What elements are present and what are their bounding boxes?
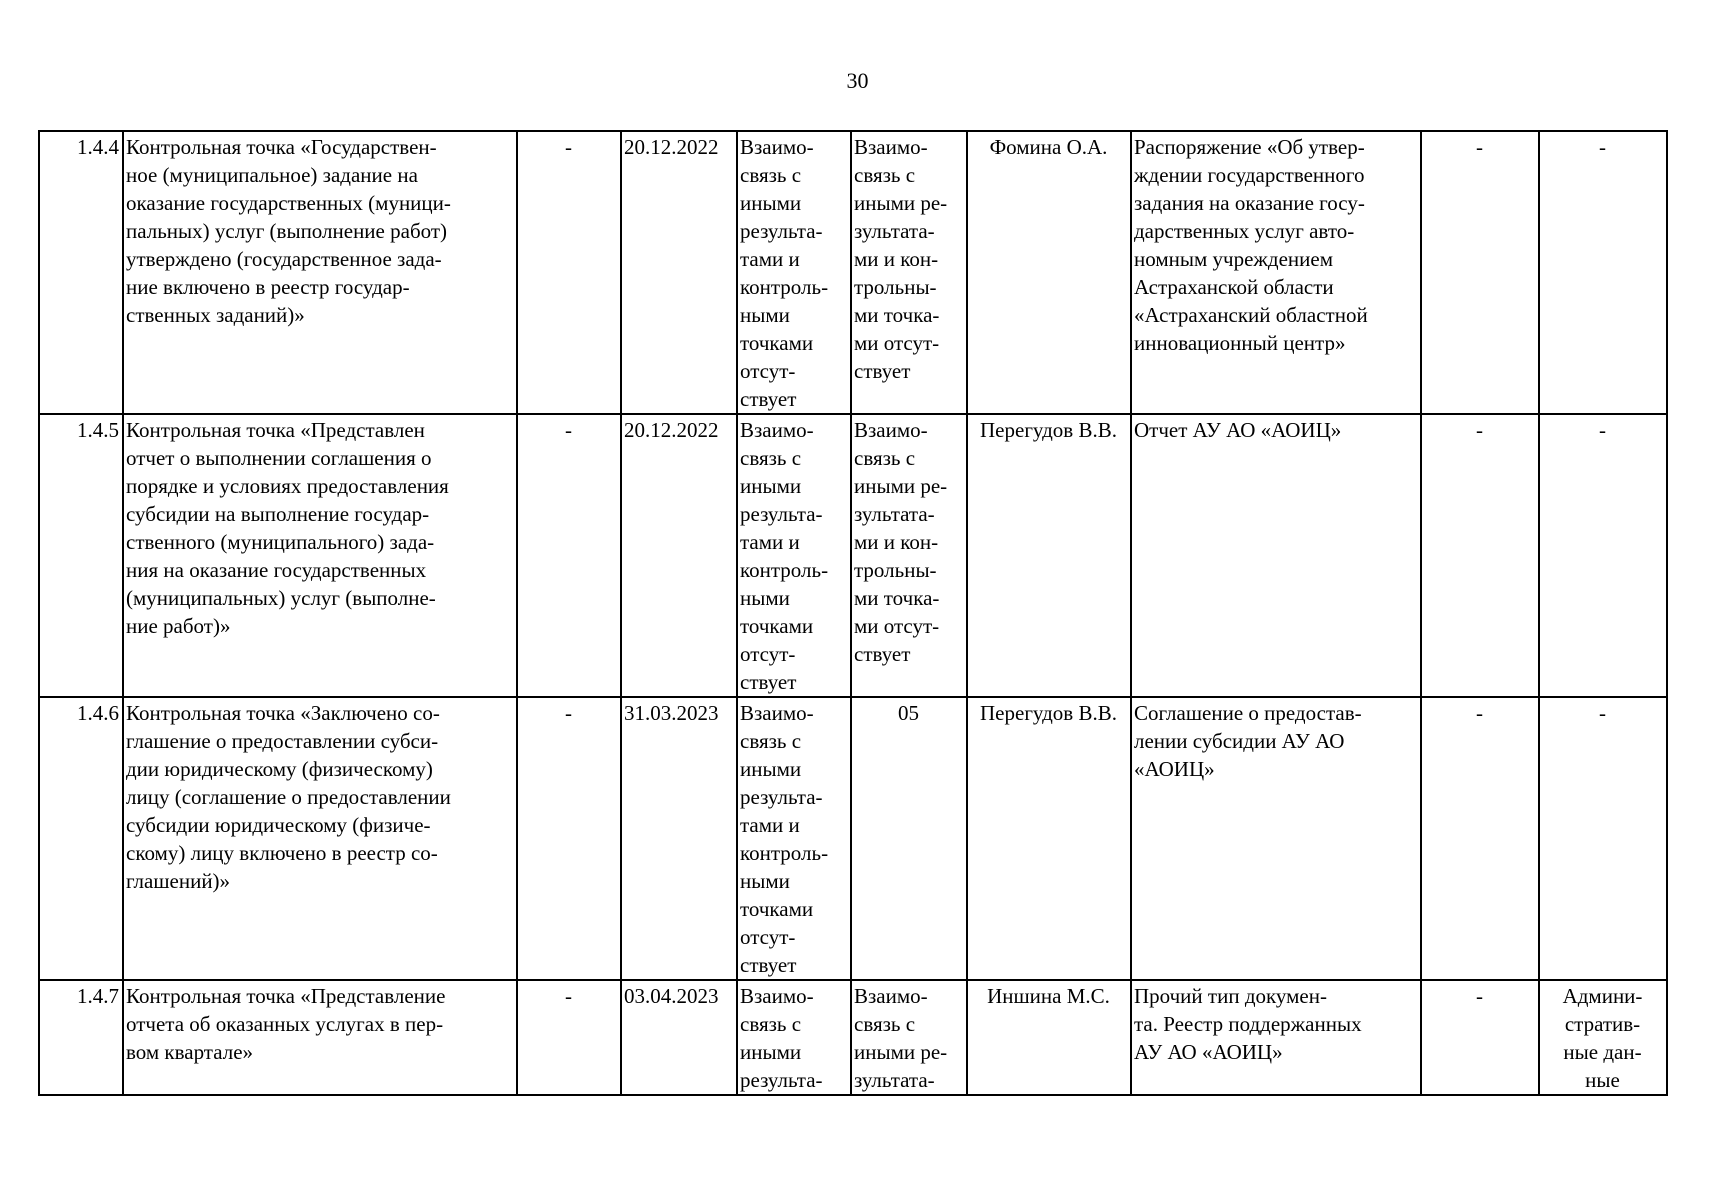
cell-document: Отчет АУ АО «АОИЦ» xyxy=(1131,414,1421,697)
cell-link-1: Взаимо- связь с иными результа- тами и контроль- ными точками отсут- ствует xyxy=(737,697,851,980)
page-number: 30 xyxy=(846,68,869,93)
cell-number: 1.4.5 xyxy=(39,414,123,697)
cell-link-2: 05 xyxy=(851,697,967,980)
cell-dash: - xyxy=(1539,697,1667,980)
cell-name: Контрольная точка «Заключено со- глашение о предоставлении субси- дии юридическому (физическому) лицу (соглашение о предоставлении субсидии юридическому (физиче- скому) лицу включено в реестр со- глашений)» xyxy=(123,697,517,980)
control-points-table xyxy=(38,130,1668,1096)
cell-document: Распоряжение «Об утвер- ждении государственного задания на оказание госу- дарственных услуг авто- номным учреждением Астраханской области «Астраханский областной инновационный центр» xyxy=(1131,131,1421,414)
cell-name: Контрольная точка «Представление отчета об оказанных услугах в пер- вом квартале» xyxy=(123,980,517,1095)
cell-dash: - xyxy=(1421,131,1539,414)
cell-dash: - xyxy=(1539,131,1667,414)
cell-number: 1.4.6 xyxy=(39,697,123,980)
table-row xyxy=(39,980,1667,1095)
cell-number: 1.4.7 xyxy=(39,980,123,1095)
cell-responsible: Иншина М.С. xyxy=(967,980,1131,1095)
cell-dash: - xyxy=(517,980,621,1095)
cell-link-1: Взаимо- связь с иными результа- тами и контроль- ными точками отсут- ствует xyxy=(737,414,851,697)
cell-dash: - xyxy=(1421,414,1539,697)
cell-date: 31.03.2023 xyxy=(621,697,737,980)
table-row xyxy=(39,697,1667,980)
cell-link-2: Взаимо- связь с иными ре- зультата- ми и кон- трольны- ми точка- ми отсут- ствует xyxy=(851,414,967,697)
cell-responsible: Перегудов В.В. xyxy=(967,697,1131,980)
cell-number: 1.4.4 xyxy=(39,131,123,414)
cell-dash: - xyxy=(1539,414,1667,697)
cell-link-2: Взаимо- связь с иными ре- зультата- ми и кон- трольны- ми точка- ми отсут- ствует xyxy=(851,131,967,414)
cell-responsible: Перегудов В.В. xyxy=(967,414,1131,697)
cell-date: 20.12.2022 xyxy=(621,131,737,414)
table-row xyxy=(39,414,1667,697)
cell-dash: - xyxy=(517,131,621,414)
cell-data-source: Админи- стратив- ные дан- ные xyxy=(1539,980,1667,1095)
cell-dash: - xyxy=(1421,980,1539,1095)
cell-name: Контрольная точка «Представлен отчет о выполнении соглашения о порядке и условиях предоставления субсидии на выполнение государ- ственного (муниципального) зада- ния на оказание государственных (муниципальных) услуг (выполне- ние работ)» xyxy=(123,414,517,697)
table-row xyxy=(39,131,1667,414)
cell-document: Соглашение о предостав- лении субсидии АУ АО «АОИЦ» xyxy=(1131,697,1421,980)
cell-dash: - xyxy=(517,697,621,980)
cell-responsible: Фомина О.А. xyxy=(967,131,1131,414)
cell-date: 20.12.2022 xyxy=(621,414,737,697)
cell-date: 03.04.2023 xyxy=(621,980,737,1095)
cell-document: Прочий тип докумен- та. Реестр поддержанных АУ АО «АОИЦ» xyxy=(1131,980,1421,1095)
cell-link-1: Взаимо- связь с иными результа- тами и контроль- ными точками отсут- ствует xyxy=(737,131,851,414)
cell-name: Контрольная точка «Государствен- ное (муниципальное) задание на оказание государственных (муници- пальных) услуг (выполнение работ) утверждено (государственное зада- ние включено в реестр государ- ственных заданий)» xyxy=(123,131,517,414)
cell-dash: - xyxy=(1421,697,1539,980)
cell-link-1: Взаимо- связь с иными результа- xyxy=(737,980,851,1095)
cell-dash: - xyxy=(517,414,621,697)
cell-link-2: Взаимо- связь с иными ре- зультата- xyxy=(851,980,967,1095)
